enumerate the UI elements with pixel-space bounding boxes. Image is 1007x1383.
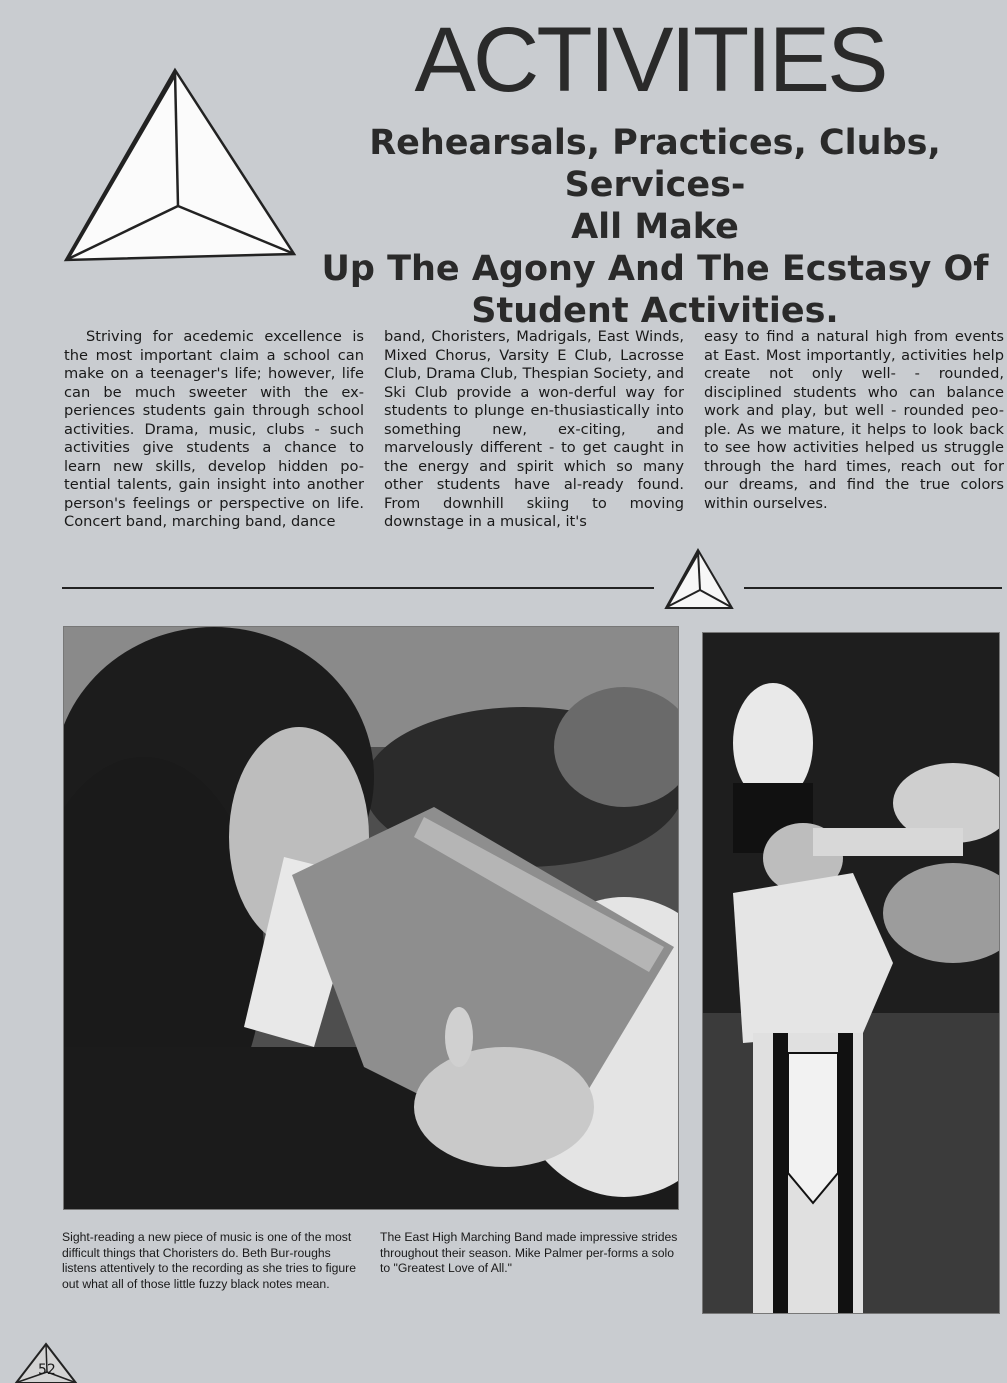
page-number: 52 xyxy=(38,1362,56,1378)
photo-caption: Sight-reading a new piece of music is one of the most difficult things that Choristers do. Beth Bur-roughs listens attentively to the recording as she tries to figure out what all of those little fuzzy black notes mean. xyxy=(62,1230,357,1291)
article-column xyxy=(704,328,1004,532)
article-paragraph: easy to find a natural high from events at East. Most importantly, activities help create not only well- - rounded, disciplined students who can balance work and play, but well - rounded peo-ple. As we mature, it helps to look back to see how activities helped us struggle through the hard times, reach out for our dreams, and find the true colors within ourselves. xyxy=(704,328,1004,512)
photo-caption: The East High Marching Band made impressive strides throughout their season. Mike Palmer per-forms a solo to "Greatest Love of All." xyxy=(380,1230,678,1275)
article-column xyxy=(384,328,684,532)
article-paragraph: band, Choristers, Madrigals, East Winds, Mixed Chorus, Varsity E Club, Lacrosse Club, Drama Club, Thespian Society, and Ski Club provide a won-derful way for students to plunge en-thusiastically into something new, ex-citing, and marvelously different - to get caught in the energy and spirit which so many other students have al-ready found. From downhill skiing to moving downstage in a musical, it's xyxy=(384,328,684,530)
subtitle-line: Up The Agony And The Ecstasy Of xyxy=(321,249,989,289)
divider-rule xyxy=(62,587,654,589)
choristers-photo xyxy=(63,626,679,1210)
article-paragraph: Striving for acedemic excellence is the most important claim a school can make on a teenager's life; however, life can be much sweeter with the ex-periences students gain through school activities. Drama, music, clubs - such activities give students a chance to learn new skills, develop hidden po-tential talents, gain insight into another person's feelings or perspective on life. Concert band, marching band, dance xyxy=(64,328,364,530)
subtitle-line: All Make xyxy=(571,207,739,247)
article-body xyxy=(64,328,1004,532)
subtitle-line: Student Activities. xyxy=(471,291,839,331)
photo-trumpet-solo xyxy=(703,633,999,1313)
triangle-logo-icon xyxy=(62,66,298,266)
page-title: ACTIVITIES xyxy=(414,9,886,111)
marching-band-photo xyxy=(702,632,1000,1314)
page-subtitle xyxy=(300,122,1007,332)
section-divider xyxy=(62,548,1002,612)
photo-sight-reading xyxy=(64,627,678,1209)
divider-rule xyxy=(744,587,1002,589)
small-triangle-icon xyxy=(664,548,736,612)
article-column xyxy=(64,328,364,532)
subtitle-line: Rehearsals, Practices, Clubs, Services- xyxy=(369,123,941,205)
